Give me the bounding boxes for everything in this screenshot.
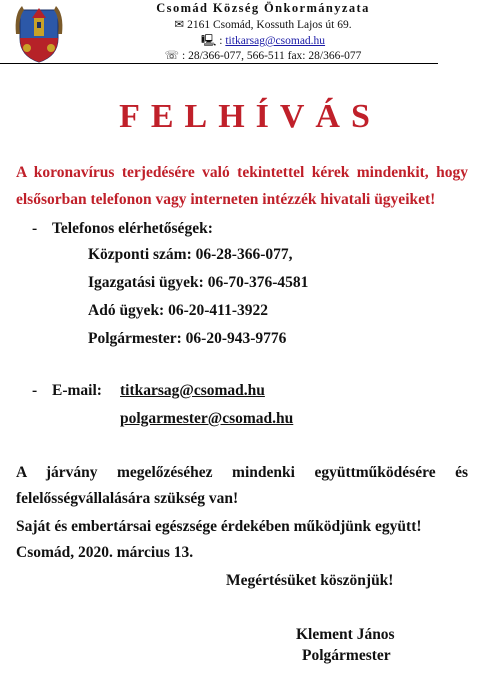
envelope-icon: ✉ [174, 19, 185, 31]
page-title: FELHÍVÁS [119, 98, 381, 135]
body-line-2: felelősségvállalására szükség van! [16, 490, 239, 507]
phone-icon: ☏ [164, 50, 179, 62]
org-name: Csomád Község Önkormányzata [156, 1, 370, 15]
phone-line: ☏ : 28/366-077, 566-511 fax: 28/366-077 [164, 50, 362, 62]
intro-line-1: A koronavírus terjedésére való tekintettel kérek mindenkit, hogy [16, 164, 468, 181]
phone-item: Központi szám: 06-28-366-077, [88, 246, 293, 263]
municipal-crest-icon [14, 4, 64, 64]
email-link[interactable]: polgarmester@csomad.hu [120, 410, 294, 427]
email-line: 🖳 : titkarsag@csomad.hu [88, 33, 438, 52]
email-label: E-mail: [52, 382, 102, 399]
header-email-link[interactable]: titkarsag@csomad.hu [225, 35, 326, 47]
phones-heading: Telefonos elérhetőségek: [52, 220, 213, 237]
phone-item: Igazgatási ügyek: 06-70-376-4581 [88, 274, 309, 291]
thanks-line: Megértésüket köszönjük! [226, 572, 394, 589]
header-divider [0, 63, 438, 64]
email-link[interactable]: titkarsag@csomad.hu [120, 382, 265, 399]
phone-item: Adó ügyek: 06-20-411-3922 [88, 302, 268, 319]
date-line: Csomád, 2020. március 13. [16, 544, 194, 561]
address-line [88, 17, 438, 31]
body-line-3: Saját és embertársai egészsége érdekében működjünk együtt! [16, 518, 422, 535]
body-line-1: A járvány megelőzéséhez mindenki együttműködésére és [16, 464, 468, 481]
email-bullet: - [32, 382, 38, 399]
phone-fax-text: 28/366-077, 566-511 fax: 28/366-077 [188, 50, 362, 62]
signature-name: Klement János [296, 626, 395, 643]
phone-item: Polgármester: 06-20-943-9776 [88, 330, 287, 347]
signature-role: Polgármester [302, 647, 391, 664]
address-text: 2161 Csomád, Kossuth Lajos út 69. [187, 19, 352, 31]
computer-icon: 🖳 [200, 35, 217, 47]
intro-line-2: elsősorban telefonon vagy interneten intézzék hivatali ügyeiket! [16, 191, 436, 208]
phones-bullet: - [32, 220, 38, 237]
